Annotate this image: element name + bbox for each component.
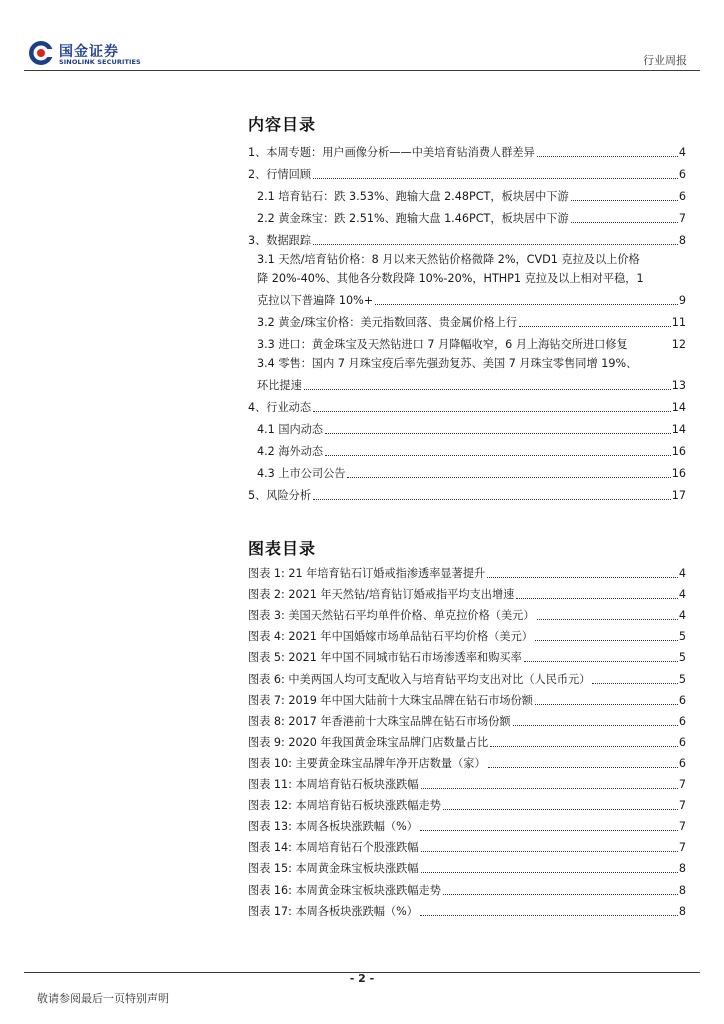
toc-leader-dots (325, 454, 671, 456)
contents-entry-page: 8 (678, 234, 686, 247)
figure-entry-text: 图表 1: 21 年培育钻石订婚戒指渗透率显著提升 (248, 567, 486, 581)
figure-entry-page: 5 (678, 651, 686, 665)
contents-entry-text: 1、本周专题：用户画像分析——中美培育钻消费人群差异 (248, 146, 535, 159)
contents-entry-page: 16 (671, 445, 686, 458)
contents-list (248, 138, 686, 503)
toc-leader-dots (488, 766, 678, 768)
page-number: - 2 - (349, 972, 375, 985)
contents-entry-page: 9 (678, 294, 686, 307)
figure-entry-page: 8 (678, 862, 686, 876)
figure-entry[interactable] (248, 644, 686, 665)
contents-entry-page: 6 (678, 168, 686, 181)
figure-entry-page: 5 (678, 630, 686, 644)
figure-entry-text: 图表 7: 2019 年中国大陆前十大珠宝品牌在钻石市场份额 (248, 693, 533, 707)
contents-entry-text: 3、数据跟踪 (248, 234, 312, 247)
toc-leader-dots (571, 199, 678, 201)
toc-leader-dots (443, 893, 678, 895)
toc-leader-dots (313, 177, 678, 179)
contents-entry-text: 环比提速 (257, 379, 302, 392)
figure-entry[interactable] (248, 560, 686, 581)
toc-leader-dots (592, 682, 677, 684)
contents-entry-page: 13 (671, 379, 686, 392)
contents-entry[interactable] (248, 286, 686, 308)
contents-entry[interactable] (248, 160, 686, 182)
figure-entry[interactable] (248, 834, 686, 855)
disclaimer-text: 敬请参阅最后一页特别声明 (37, 992, 169, 1005)
figure-entry-page: 6 (678, 714, 686, 728)
contents-entry[interactable] (248, 393, 686, 415)
contents-title: 内容目录 (248, 115, 317, 134)
figure-entry[interactable] (248, 792, 686, 813)
figure-entry-text: 图表 14: 本周培育钻石个股涨跌幅 (248, 841, 419, 855)
figure-entry[interactable] (248, 623, 686, 644)
contents-entry[interactable] (248, 308, 686, 330)
figure-entry-page: 6 (678, 735, 686, 749)
contents-entry-text: 3.3 进口：黄金珠宝及天然钻进口 7 月降幅收窄，6 月上海钻交所进口修复 (257, 338, 628, 351)
toc-leader-dots (313, 410, 671, 412)
figure-entry-text: 图表 17: 本周各板块涨跌幅（%） (248, 904, 418, 918)
contents-entry-text: 4.3 上市公司公告 (257, 467, 346, 480)
contents-entry-page: 7 (678, 212, 686, 225)
toc-leader-dots (537, 155, 678, 157)
toc-leader-dots (421, 787, 678, 789)
figure-entry[interactable] (248, 581, 686, 602)
figure-entry-page: 8 (678, 883, 686, 897)
report-type-label: 行业周报 (643, 54, 687, 67)
contents-entry[interactable] (248, 415, 686, 437)
figure-entry[interactable] (248, 687, 686, 708)
contents-entry-text: 2.1 培育钻石：跌 3.53%、跑输大盘 2.48PCT，板块居中下游 (257, 190, 569, 203)
figure-entry[interactable] (248, 708, 686, 729)
contents-entry-page: 14 (671, 401, 686, 414)
figure-entry[interactable] (248, 771, 686, 792)
contents-entry[interactable] (248, 330, 686, 352)
figure-entry-text: 图表 15: 本周黄金珠宝板块涨跌幅 (248, 862, 419, 876)
contents-entry[interactable] (248, 352, 686, 371)
contents-entry-page: 6 (678, 190, 686, 203)
contents-entry[interactable] (248, 267, 686, 286)
figure-entry-text: 图表 8: 2017 年香港前十大珠宝品牌在钻石市场份额 (248, 714, 511, 728)
figure-entry-page: 4 (678, 609, 686, 623)
toc-leader-dots (313, 498, 671, 500)
toc-leader-dots (304, 388, 671, 390)
contents-entry[interactable] (248, 437, 686, 459)
toc-leader-dots (443, 808, 678, 810)
figure-entry[interactable] (248, 855, 686, 876)
figure-entry-page: 4 (678, 588, 686, 602)
figure-entry-text: 图表 4: 2021 年中国婚嫁市场单品钻石平均价格（美元） (248, 630, 533, 644)
toc-leader-dots (313, 243, 678, 245)
figure-entry-text: 图表 10: 主要黄金珠宝品牌年净开店数量（家） (248, 756, 486, 770)
contents-entry[interactable] (248, 226, 686, 248)
toc-leader-dots (325, 432, 671, 434)
toc-leader-dots (347, 476, 670, 478)
figure-entry-page: 6 (678, 693, 686, 707)
figure-entry[interactable] (248, 876, 686, 897)
figure-entry-text: 图表 3: 美国天然钻石平均单件价格、单克拉价格（美元） (248, 609, 535, 623)
contents-entry-page: 12 (671, 338, 686, 351)
figure-entry-text: 图表 5: 2021 年中国不同城市钻石市场渗透率和购买率 (248, 651, 522, 665)
contents-entry[interactable] (248, 138, 686, 160)
toc-leader-dots (524, 660, 678, 662)
contents-entry[interactable] (248, 248, 686, 267)
figure-entry[interactable] (248, 602, 686, 623)
company-name-cn: 国金证券 (59, 44, 119, 60)
figure-entry-text: 图表 6: 中美两国人均可支配收入与培育钻平均支出对比（人民币元） (248, 672, 591, 686)
figure-entry[interactable] (248, 813, 686, 834)
toc-leader-dots (516, 597, 678, 599)
toc-leader-dots (487, 576, 678, 578)
contents-entry-text: 4.1 国内动态 (257, 423, 324, 436)
figure-entry-page: 7 (678, 799, 686, 813)
toc-leader-dots (375, 303, 678, 305)
contents-entry-text: 3.2 黄金/珠宝价格：美元指数回落、贵金属价格上行 (257, 316, 518, 329)
figure-entry[interactable] (248, 729, 686, 750)
figure-entry-text: 图表 12: 本周培育钻石板块涨跌幅走势 (248, 799, 441, 813)
figure-entry[interactable] (248, 898, 686, 919)
toc-leader-dots (513, 724, 678, 726)
figure-entry[interactable] (248, 665, 686, 686)
figure-entry-page: 7 (678, 841, 686, 855)
contents-entry[interactable] (248, 481, 686, 503)
contents-entry-text: 3.4 零售：国内 7 月珠宝疫后率先强劲复苏、美国 7 月珠宝零售同增 19%、 (257, 357, 638, 370)
contents-entry-text: 克拉以下普遍降 10%+ (257, 294, 374, 307)
figure-entry-page: 6 (678, 756, 686, 770)
contents-entry[interactable] (248, 459, 686, 481)
figures-title: 图表目录 (248, 539, 317, 558)
header-divider (24, 70, 700, 71)
contents-entry-text: 5、风险分析 (248, 489, 312, 502)
toc-leader-dots (420, 829, 678, 831)
contents-entry-text: 4.2 海外动态 (257, 445, 324, 458)
contents-entry-page: 14 (671, 423, 686, 436)
toc-leader-dots (571, 221, 678, 223)
contents-entry[interactable] (248, 182, 686, 204)
figure-entry-page: 7 (678, 820, 686, 834)
toc-leader-dots (519, 325, 671, 327)
contents-entry-page: 16 (671, 467, 686, 480)
toc-leader-dots (535, 703, 678, 705)
toc-leader-dots (537, 618, 678, 620)
company-logo (28, 40, 178, 70)
contents-entry-page: 4 (678, 146, 686, 159)
contents-entry-page: 17 (671, 489, 686, 502)
contents-entry[interactable] (248, 204, 686, 226)
contents-entry-text: 3.1 天然/培育钻价格：8 月以来天然钻价格微降 2%，CVD1 克拉及以上价格 (257, 253, 640, 266)
contents-entry-text: 2.2 黄金珠宝：跌 2.51%、跑输大盘 1.46PCT，板块居中下游 (257, 212, 569, 225)
contents-entry-text: 4、行业动态 (248, 401, 312, 414)
figure-entry-page: 7 (678, 778, 686, 792)
contents-entry-page: 11 (671, 316, 686, 329)
figures-list (248, 560, 686, 919)
contents-entry[interactable] (248, 371, 686, 393)
figure-entry-text: 图表 16: 本周黄金珠宝板块涨跌幅走势 (248, 883, 441, 897)
figure-entry-text: 图表 9: 2020 年我国黄金珠宝品牌门店数量占比 (248, 735, 489, 749)
figure-entry[interactable] (248, 750, 686, 771)
company-name-en: SINOLINK SECURITIES (59, 58, 141, 66)
figure-entry-text: 图表 13: 本周各板块涨跌幅（%） (248, 820, 418, 834)
page-header (0, 0, 724, 72)
toc-leader-dots (421, 850, 678, 852)
contents-entry-text: 降 20%-40%、其他各分数段降 10%-20%，HTHP1 克拉及以上相对平稳，1 (257, 272, 644, 285)
sinolink-logo-icon (28, 40, 54, 66)
toc-leader-dots (421, 871, 678, 873)
figure-entry-page: 5 (678, 672, 686, 686)
toc-leader-dots (490, 745, 678, 747)
figure-entry-text: 图表 11: 本周培育钻石板块涨跌幅 (248, 778, 419, 792)
figure-entry-text: 图表 2: 2021 年天然钻/培育钻订婚戒指平均支出增速 (248, 588, 515, 602)
figure-entry-page: 8 (678, 904, 686, 918)
toc-leader-dots (535, 639, 678, 641)
toc-leader-dots (420, 914, 678, 916)
contents-entry-text: 2、行情回顾 (248, 168, 312, 181)
figure-entry-page: 4 (678, 567, 686, 581)
